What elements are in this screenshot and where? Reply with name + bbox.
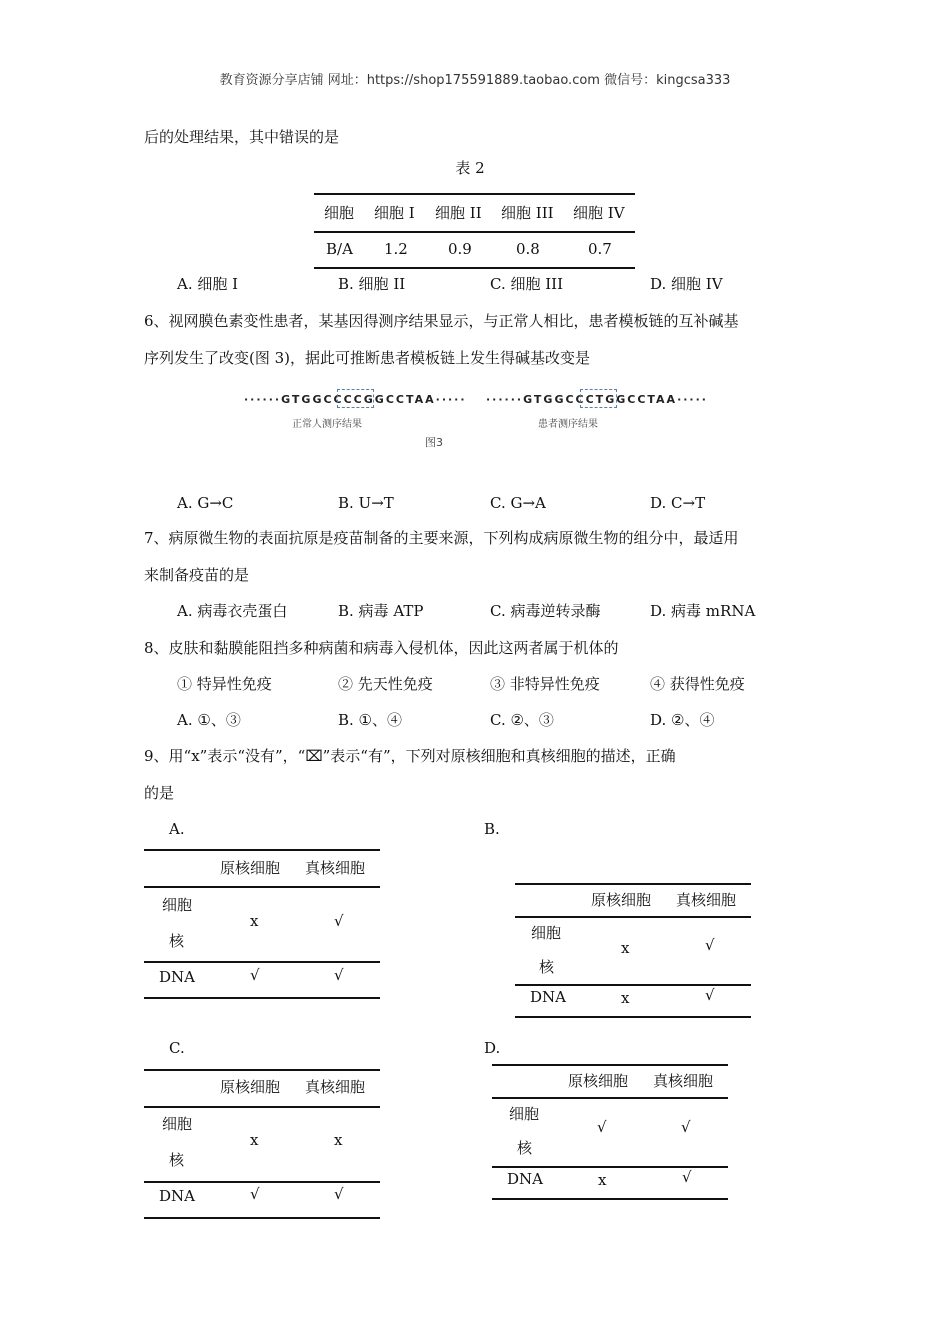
row-label: 细胞: [531, 924, 562, 942]
table2-header: 细胞 II: [435, 204, 482, 222]
q8-item-4: ④ 获得性免疫: [650, 675, 745, 693]
q7-option-d: D. 病毒 mRNA: [650, 602, 756, 620]
row-label: 核: [517, 1139, 533, 1157]
table2-cell: B/A: [326, 240, 353, 258]
q7-option-b: B. 病毒 ATP: [338, 602, 424, 620]
q6-line2: 序列发生了改变(图 3)，据此可推断患者模板链上发生得碱基改变是: [144, 349, 591, 367]
page-header: 教育资源分享店铺 网址：https://shop175591889.taobao.com 微信号：kingcsa333: [219, 73, 731, 88]
table2: [314, 193, 635, 269]
table2-title: 表 2: [455, 159, 485, 177]
normal-sequence: ······GTGGCCCCGGCCTAA·····: [244, 393, 467, 406]
table2-cell: 0.8: [516, 240, 540, 258]
q9-table-b: [515, 883, 751, 1020]
table2-header: 细胞 I: [374, 204, 415, 222]
figure-label: 图3: [425, 436, 443, 449]
q6-option-b: B. U→T: [338, 494, 394, 512]
patient-caption: 患者测序结果: [538, 419, 598, 430]
col-header: 真核细胞: [676, 891, 737, 909]
q9-line2: 的是: [144, 784, 175, 802]
table2-header: 细胞 III: [501, 204, 554, 222]
q8-option-d: D. ②、④: [650, 711, 715, 729]
q9-table-c: [144, 1069, 380, 1221]
mutation-box-normal: [337, 389, 374, 408]
cell-value: √: [681, 1118, 691, 1136]
cell-value: x: [621, 939, 630, 957]
cell-value: √: [682, 1168, 692, 1186]
q6-line1: 6、视网膜色素变性患者，某基因得测序结果显示，与正常人相比，患者模板链的互补碱基: [144, 312, 739, 330]
col-header: 原核细胞: [220, 859, 281, 877]
q5-option-b: B. 细胞 II: [338, 275, 406, 293]
q6-option-d: D. C→T: [650, 494, 706, 512]
q5-option-c: C. 细胞 III: [490, 275, 564, 293]
table2-cell: 0.7: [588, 240, 612, 258]
col-header: 真核细胞: [305, 1078, 366, 1096]
q7-option-a: A. 病毒衣壳蛋白: [177, 602, 288, 620]
col-header: 真核细胞: [305, 859, 366, 877]
q9-table-label-c: C.: [169, 1039, 185, 1057]
q9-table-a: [144, 849, 380, 1001]
row-label: 核: [539, 958, 555, 976]
table2-header: 细胞: [324, 204, 355, 222]
row-label: 核: [169, 932, 185, 950]
row-label: 细胞: [162, 896, 193, 914]
cell-value: √: [334, 912, 344, 930]
q8-line1: 8、皮肤和黏膜能阻挡多种病菌和病毒入侵机体，因此这两者属于机体的: [144, 639, 619, 657]
col-header: 原核细胞: [220, 1078, 281, 1096]
cell-value: x: [598, 1171, 607, 1189]
q9-table-label-a: A.: [169, 820, 185, 838]
table2-header: 细胞 IV: [573, 204, 625, 222]
q8-item-3: ③ 非特异性免疫: [490, 675, 600, 693]
row-label: 细胞: [162, 1115, 193, 1133]
q8-item-2: ② 先天性免疫: [338, 675, 433, 693]
cell-value: √: [597, 1118, 607, 1136]
mutation-box-patient: [580, 389, 617, 408]
q9-table-d: [492, 1064, 728, 1202]
q8-option-c: C. ②、③: [490, 711, 554, 729]
col-header: 原核细胞: [591, 891, 652, 909]
q6-option-c: C. G→A: [490, 494, 546, 512]
q8-item-1: ① 特异性免疫: [177, 675, 272, 693]
q5-option-d: D. 细胞 IV: [650, 275, 723, 293]
q6-option-a: A. G→C: [177, 494, 234, 512]
table2-cell: 1.2: [384, 240, 408, 258]
row-label: DNA: [507, 1170, 543, 1188]
row-label: DNA: [159, 1187, 195, 1205]
row-label: 细胞: [509, 1105, 540, 1123]
cell-value: x: [250, 912, 259, 930]
col-header: 真核细胞: [653, 1072, 714, 1090]
cell-value: x: [621, 989, 630, 1007]
normal-caption: 正常人测序结果: [292, 419, 362, 430]
q5-option-a: A. 细胞 I: [177, 275, 239, 293]
q9-line1: 9、用“x”表示“没有”，“⌧”表示“有”，下列对原核细胞和真核细胞的描述，正确: [144, 747, 676, 765]
table2-cell: 0.9: [448, 240, 472, 258]
intro-line: 后的处理结果，其中错误的是: [144, 128, 340, 146]
row-label: DNA: [530, 988, 566, 1006]
q9-table-label-d: D.: [484, 1039, 501, 1057]
q9-table-label-b: B.: [484, 820, 500, 838]
q8-option-b: B. ①、④: [338, 711, 403, 729]
q7-line1: 7、病原微生物的表面抗原是疫苗制备的主要来源，下列构成病原微生物的组分中，最适用: [144, 529, 739, 547]
row-label: DNA: [159, 968, 195, 986]
cell-value: x: [334, 1131, 343, 1149]
row-label: 核: [169, 1151, 185, 1169]
patient-sequence: ······GTGGCCCTGGCCTAA·····: [486, 393, 708, 406]
q8-option-a: A. ①、③: [177, 711, 241, 729]
q7-option-c: C. 病毒逆转录酶: [490, 602, 601, 620]
q7-line2: 来制备疫苗的是: [144, 566, 250, 584]
col-header: 原核细胞: [568, 1072, 629, 1090]
cell-value: x: [250, 1131, 259, 1149]
cell-value: √: [334, 966, 344, 984]
cell-value: √: [705, 936, 715, 954]
cell-value: √: [705, 986, 715, 1004]
cell-value: √: [250, 966, 260, 984]
figure-3: [240, 385, 720, 455]
cell-value: √: [250, 1185, 260, 1203]
cell-value: √: [334, 1185, 344, 1203]
